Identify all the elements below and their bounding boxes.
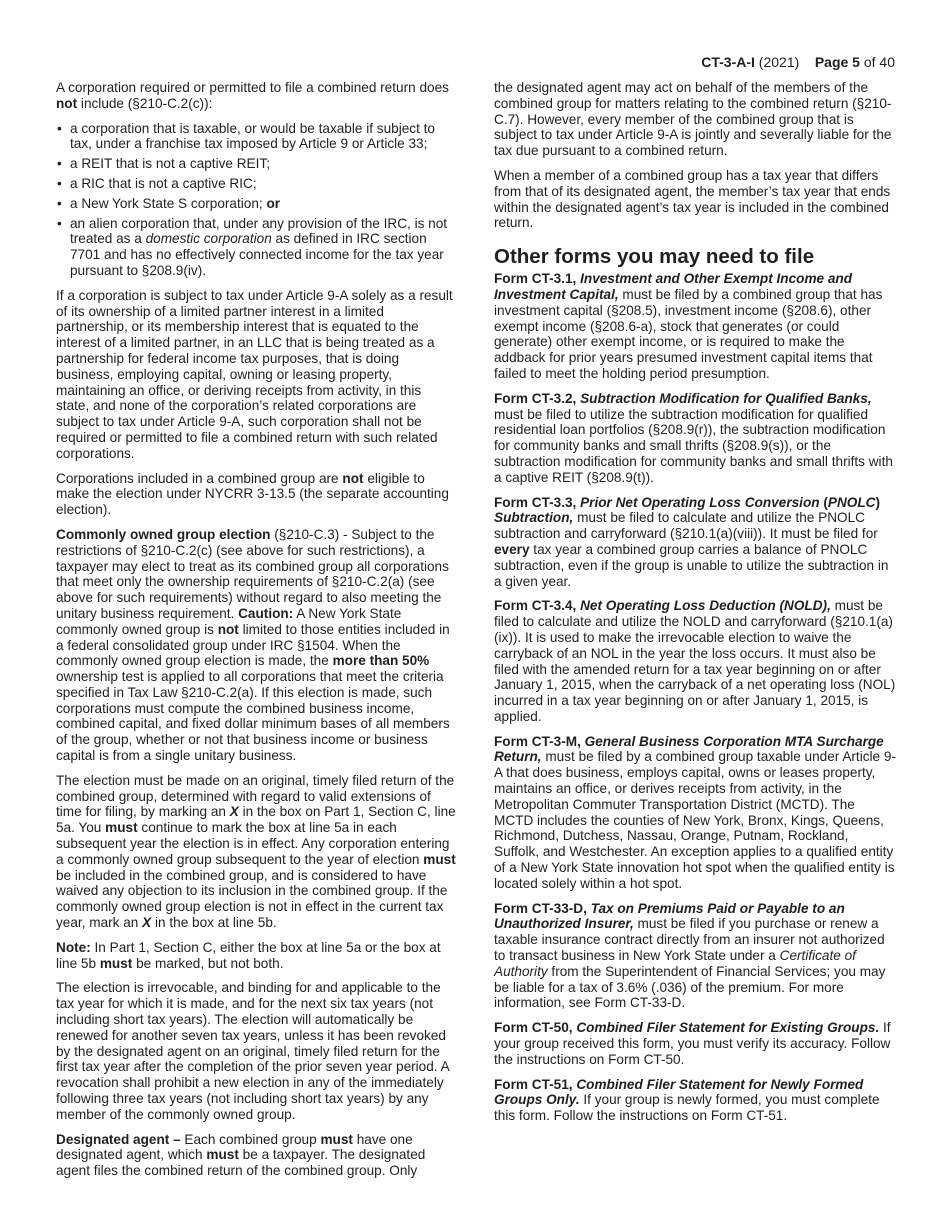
form-ct-3-3-entry: Form CT-3.3, Prior Net Operating Loss Conversion (PNOLC) Subtraction, must be filed to calculate and utilize the PNOLC subtraction and carryforward (§210.1(a)(viii)). It must be filed for every tax year a combined group carries a balance of PNOLC subtraction, even if the group is unable to utilize the subtraction in a given year. <box>494 494 889 589</box>
list-item: • a corporation that is taxable, or would be taxable if subject to tax, under a franchise tax imposed by Article 9 or Article 33; <box>56 121 458 153</box>
form-ct-3-m-entry: Form CT-3-M, General Business Corporation MTA Surcharge Return, must be filed by a combined group taxable under Article 9-A that does business, employs capital, owns or leases property, maintains an office, or derives receipts from activity, in the Metropolitan Commuter Transportation District (MCTD). The MCTD includes the counties of New York, Bronx, Kings, Queens, Richmond, Dutchess, Nassau, Orange, Putnam, Rockland, Suffolk, and Westchester. An exception applies to a qualified entity of a New York State innovation hot spot when the qualified entity is located solely within a hot spot. <box>494 733 896 891</box>
commonly-owned-paragraph: Commonly owned group election (§210-C.3) - Subject to the restrictions of §210-C.2(c) (see above for such restrictions), a taxpayer may elect to treat as its combined group all corporations that meet only the ownership requirements of §210-C.2(a) (see above for such requirements) without regard to also meeting the unitary business requirement. Caution: A New York State commonly owned group is not limited to those entities included in a federal consolidated group under IRC §1504. When the commonly owned group election is made, the more than 50% ownership test is applied to all corporations that meet the criteria specified in Tax Law §210-C.2(a). If this election is made, such corporations must compute the combined business income, combined capital, and fixed dollar minimum bases of all members of the group, whether or not that business income or business capital is from a single unitary business. <box>56 526 450 764</box>
form-ct-33-d-entry: Form CT-33-D, Tax on Premiums Paid or Payable to an Unauthorized Insurer, must be filed if you purchase or renew a taxable insurance contract directly from an insurer not authorized to transact business in New York State under a Certificate of Authority from the Superintendent of Financial Services; you may be liable for a tax of 3.6% (.036) of the premium. For more information, see Form CT-33-D. <box>494 900 886 1011</box>
list-item: • a REIT that is not a captive REIT; <box>56 156 458 172</box>
intro-paragraph: A corporation required or permitted to file a combined return does not include (§210-C.2(c)): <box>56 80 449 111</box>
form-ct-3-2-entry: Form CT-3.2, Subtraction Modification for Qualified Banks, must be filed to utilize the subtraction modification for qualified residential loan portfolios (§208.9(r)), the subtraction modification for community banks and small thrifts (§208.9(s)), or the subtraction modification for community banks and small thrifts with a captive REIT (§208.9(t)). <box>494 390 893 485</box>
note-paragraph: Note: In Part 1, Section C, either the box at line 5a or the box at line 5b must be marked, but not both. <box>56 939 441 971</box>
form-ct-3-1-entry: Form CT-3.1, Investment and Other Exempt Income and Investment Capital, must be filed by a combined group that has investment capital (§208.5), investment income (§208.6), other exempt income (§208.6-a), stock that generates (or could generate) other exempt income, or is required to make the addback for prior years presumed investment capital items that failed to meet the holding period presumption. <box>494 271 883 381</box>
left-column <box>56 80 458 1188</box>
section-heading: Other forms you may need to file <box>494 245 815 269</box>
form-ct-51-entry: Form CT-51, Combined Filer Statement for Newly Formed Groups Only. If your group is newly formed, you must complete this form. Follow the instructions on Form CT-51. <box>494 1076 880 1124</box>
list-item: • an alien corporation that, under any provision of the IRC, is not treated as a domestic corporation as defined in IRC section 7701 and has no effectively connected income for the tax year pursuant to §208.9(iv). <box>56 216 458 279</box>
designated-agent-paragraph: Designated agent – Each combined group must have one designated agent, which must be a taxpayer. The designated agent files the combined return of the combined group. Only <box>56 1131 426 1179</box>
page-header <box>701 54 895 70</box>
right-column <box>494 80 896 1133</box>
tax-year-paragraph: When a member of a combined group has a tax year that differs from that of its designated agent, the member’s tax year that ends within the designated agent’s tax year is included in the combined return. <box>494 167 891 231</box>
form-year: (2021) <box>758 54 800 70</box>
included-paragraph: Corporations included in a combined group are not eligible to make the election under NYCRR 3-13.5 (the separate accounting election). <box>56 470 449 518</box>
form-ct-3-4-entry: Form CT-3.4, Net Operating Loss Deduction (NOLD), must be filed to calculate and utilize the NOLD and carryforward (§210.1(a)(ix)). It is used to make the irrevocable election to waive the carryback of an NOL in the year the loss occurs. It must also be filed with the amended return for a tax year beginning on or after January 1, 2015, when the carryback of a net operating loss (NOL) incurred in a tax year beginning on or after January 1, 2015, is applied. <box>494 598 896 724</box>
list-item: • a RIC that is not a captive RIC; <box>56 176 458 192</box>
exclusion-list <box>56 121 458 279</box>
election-paragraph: The election must be made on an original, timely filed return of the combined group, determined with regard to valid extensions of time for filing, by marking an X in the box on Part 1, Section C, line 5a. You must continue to mark the box at line 5a in each subsequent year the election is in effect. Any corporation entering a commonly owned group subsequent to the year of election must be included in the combined group, and is considered to have waived any objection to its inclusion in the combined group. If the commonly owned group election is not in effect in the current tax year, mark an X in the box at line 5b. <box>56 772 456 931</box>
irrevocable-paragraph: The election is irrevocable, and binding for and applicable to the tax year for which it is made, and for the next six tax years (not including short tax years). The election will automatically be renewed for another seven tax years, unless it has been revoked by the designated agent on an original, timely filed return for the first tax year after the completion of the prior seven year period. A revocation shall prohibit a new election in any of the immediately following three tax years (not including short tax years) by any member of the commonly owned group. <box>56 980 449 1122</box>
list-item: • a New York State S corporation; or <box>56 196 458 212</box>
form-ct-50-entry: Form CT-50, Combined Filer Statement for Existing Groups. If your group received this form, you must verify its accuracy. Follow the instructions on Form CT-50. <box>494 1020 891 1067</box>
page-label: Page 5 <box>814 54 860 70</box>
page-of: of 40 <box>863 54 895 70</box>
form-id: CT-3-A-I <box>701 54 755 70</box>
article-9a-paragraph: If a corporation is subject to tax under Article 9-A solely as a result of its ownership of a limited partner interest in a limited partnership, or its membership interest that is equated to the interest of a limited partner, in an LLC that is being treated as a partnership for federal income tax purposes, that is doing business, employing capital, owning or leasing property, maintaining an office, or deriving receipts from activity, in this state, and none of the corporation’s related corporations are subject to tax under Article 9-A, such corporation shall not be required or permitted to file a combined return with such related corporations. <box>56 287 453 461</box>
agent-continued-paragraph: the designated agent may act on behalf of the members of the combined group for matters relating to the combined return (§210-C.7). However, every member of the combined group that is subject to tax under Article 9-A is jointly and severally liable for the tax due pursuant to a combined return. <box>494 80 892 159</box>
